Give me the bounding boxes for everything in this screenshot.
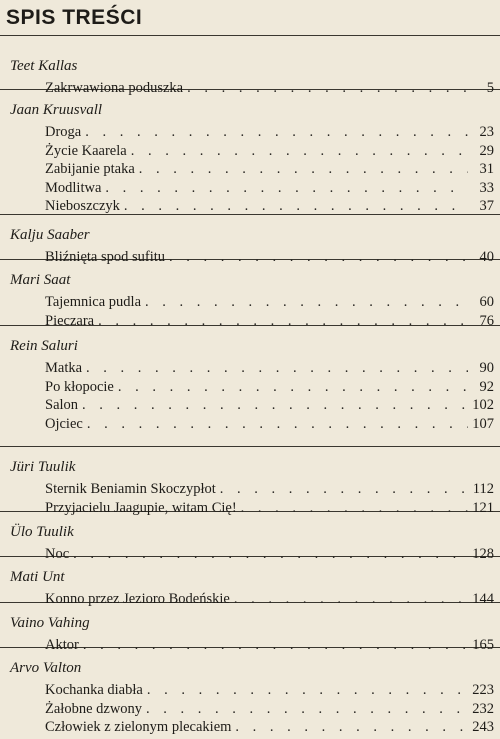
page-title: SPIS TREŚCI	[6, 6, 143, 29]
entry-title: Bliźnięta spod sufitu	[45, 249, 166, 265]
dot-leader	[187, 79, 468, 97]
toc-entry[interactable]	[45, 718, 494, 736]
toc-entry[interactable]	[45, 681, 494, 699]
dot-leader	[169, 248, 468, 266]
entry-title: Tajemnica pudla	[45, 294, 142, 310]
toc-entry[interactable]	[45, 499, 494, 517]
toc-entry[interactable]	[45, 636, 494, 654]
dot-leader	[131, 142, 468, 160]
page-number: 102	[472, 397, 494, 414]
entry-title: Matka	[45, 360, 83, 376]
author-name: Jüri Tuulik	[10, 459, 76, 475]
toc-entry[interactable]	[45, 79, 494, 97]
dot-leader	[86, 359, 468, 377]
toc-entry[interactable]	[45, 293, 494, 311]
toc-entry[interactable]	[45, 545, 494, 563]
entry-title: Żałobne dzwony	[45, 700, 143, 717]
entry-title: Droga	[45, 124, 82, 140]
page-number: 223	[472, 682, 494, 698]
page-number: 31	[479, 161, 494, 178]
dot-leader	[235, 718, 468, 736]
toc-entry[interactable]	[45, 396, 494, 414]
dot-leader	[241, 499, 468, 517]
page-number: 23	[479, 124, 494, 140]
author-name: Arvo Valton	[10, 660, 82, 676]
entry-title: Po kłopocie	[45, 378, 114, 395]
toc-entry[interactable]	[45, 179, 494, 197]
entry-title: Pieczara	[45, 312, 95, 329]
page-number: 112	[472, 481, 494, 497]
entry-title: Zabijanie ptaka	[45, 161, 135, 178]
dot-leader	[87, 415, 468, 433]
author-name: Mati Unt	[10, 569, 65, 585]
dot-leader	[73, 545, 468, 563]
toc-entry[interactable]	[45, 480, 494, 498]
entry-title: Zakrwawiona poduszka	[45, 80, 184, 96]
toc-entry[interactable]	[45, 197, 494, 215]
dot-leader	[145, 293, 468, 311]
page-number: 37	[479, 198, 494, 215]
dot-leader	[147, 681, 468, 699]
dot-leader	[220, 480, 468, 498]
toc-entry[interactable]	[45, 123, 494, 141]
toc-entry[interactable]	[45, 160, 494, 178]
entry-title: Ojciec	[45, 415, 83, 432]
page-number: 165	[472, 637, 494, 653]
entry-title: Noc	[45, 546, 70, 562]
page-number: 76	[479, 312, 494, 329]
section-rule	[0, 35, 500, 36]
toc-entry[interactable]	[45, 142, 494, 160]
entry-title: Salon	[45, 397, 79, 414]
dot-leader	[85, 123, 468, 141]
page-number: 92	[479, 378, 494, 395]
dot-leader	[105, 179, 468, 197]
section-rule	[0, 446, 500, 447]
page-number: 128	[472, 546, 494, 562]
page-number: 107	[472, 415, 494, 432]
toc-entry[interactable]	[45, 700, 494, 718]
page-number: 60	[479, 294, 494, 310]
page-number: 5	[486, 80, 494, 96]
dot-leader	[146, 700, 468, 718]
toc-entry[interactable]	[45, 312, 494, 330]
entry-title: Sternik Beniamin Skoczypłot	[45, 481, 216, 497]
entry-title: Konno przez Jezioro Bodeńskie	[45, 591, 230, 607]
dot-leader	[124, 197, 468, 215]
author-name: Vaino Vahing	[10, 615, 90, 631]
entry-title: Życie Kaarela	[45, 142, 127, 159]
page-number: 40	[479, 249, 494, 265]
entry-title: Przyjacielu Jaagupie, witam Cię!	[45, 499, 237, 516]
entry-title: Modlitwa	[45, 179, 102, 196]
page-number: 243	[472, 719, 494, 736]
author-name: Teet Kallas	[10, 58, 78, 74]
dot-leader	[98, 312, 468, 330]
toc-entry[interactable]	[45, 248, 494, 266]
page-number: 33	[479, 179, 494, 196]
entry-title: Nieboszczyk	[45, 198, 120, 215]
dot-leader	[234, 590, 468, 608]
author-name: Kalju Saaber	[10, 227, 90, 243]
toc-entry[interactable]	[45, 359, 494, 377]
page-number: 90	[479, 360, 494, 376]
page-number: 121	[472, 499, 494, 516]
author-name: Mari Saat	[10, 272, 71, 288]
dot-leader	[82, 396, 468, 414]
author-name: Jaan Kruusvall	[10, 102, 103, 118]
author-name: Rein Saluri	[10, 338, 78, 354]
page-number: 232	[472, 700, 494, 717]
dot-leader	[83, 636, 468, 654]
toc-entry[interactable]	[45, 415, 494, 433]
entry-title: Człowiek z zielonym plecakiem	[45, 719, 232, 736]
author-name: Ülo Tuulik	[10, 524, 74, 540]
toc-entry[interactable]	[45, 378, 494, 396]
page-number: 144	[472, 591, 494, 607]
toc-entry[interactable]	[45, 590, 494, 608]
entry-title: Kochanka diabła	[45, 682, 143, 698]
dot-leader	[118, 378, 468, 396]
entry-title: Aktor	[45, 637, 79, 653]
dot-leader	[139, 160, 468, 178]
page-number: 29	[479, 142, 494, 159]
